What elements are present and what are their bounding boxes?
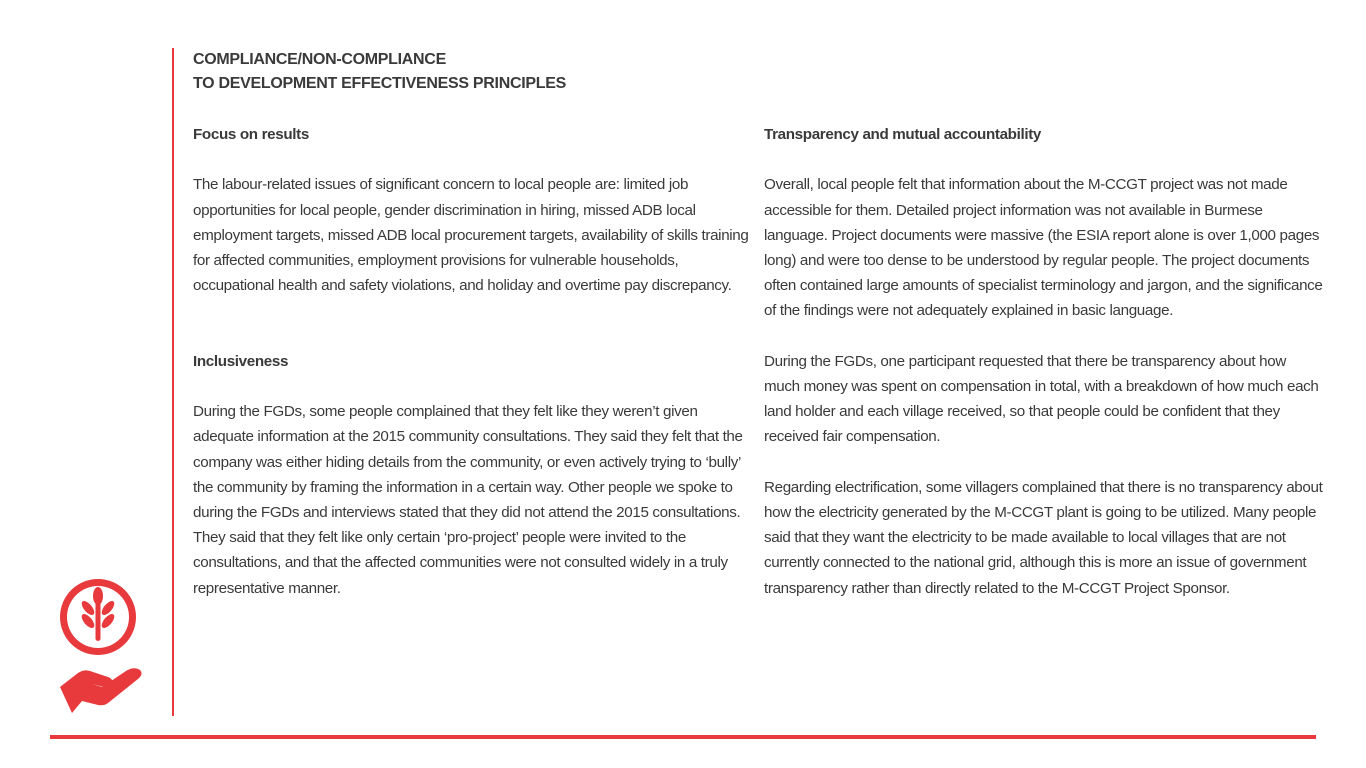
inclusiveness-heading: Inclusiveness <box>193 352 289 370</box>
transparency-paragraph-2: During the FGDs, one participant requested that there be transparency about how much money was spent on compensation in total, with a breakdown of how much each land holder and each village received, so that people could be confident that they received fair compensation. <box>764 352 1319 446</box>
right-column <box>764 122 1324 626</box>
page-title-line-2: TO DEVELOPMENT EFFECTIVENESS PRINCIPLES <box>193 75 566 92</box>
inclusiveness-text: During the FGDs, some people complained that they felt like they weren’t given adequate information at the 2015 community consultations. They said they felt that the company was either hiding details from the community, or even actively trying to ‘bully’ the community by framing the information in a certain way. Other people we spoke to during the FGDs and interviews stated that they did not attend the 2015 consultations. They said that they felt like only certain ‘pro-project’ people were invited to the consultations, and that the affected communities were not consulted widely in a truly representative manner. <box>193 403 743 597</box>
transparency-paragraph-1: Overall, local people felt that information about the M-CCGT project was not made accessible for them. Detailed project information was not available in Burmese language. Project documents were massive (the ESIA report alone is over 1,000 pages long) and were too dense to be understood by regular people. The project documents often contained large amounts of specialist terminology and jargon, and the significance of the findings were not adequately explained in basic language. <box>764 176 1323 320</box>
hand-plant-icon <box>48 575 148 720</box>
page-title <box>193 48 566 96</box>
left-column <box>193 122 749 626</box>
focus-on-results-text: The labour-related issues of significant concern to local people are: limited job opportunities for local people, gender discrimination in hiring, missed ADB local employment targets, missed ADB local procurement targets, availability of skills training for affected communities, employment provisions for vulnerable households, occupational health and safety violations, and holiday and overtime pay discrepancy. <box>193 176 749 295</box>
transparency-paragraph-3: Regarding electrification, some villagers complained that there is no transparency about how the electricity generated by the M-CCGT plant is going to be utilized. Many people said that they want the electricity to be made available to local villages that are not currently connected to the national grid, although this is more an issue of government transparency rather than directly related to the M-CCGT Project Sponsor. <box>764 478 1323 597</box>
bottom-rule <box>50 735 1316 739</box>
page-title-line-1: COMPLIANCE/NON-COMPLIANCE <box>193 51 446 68</box>
transparency-heading: Transparency and mutual accountability <box>764 126 1042 143</box>
focus-on-results-heading: Focus on results <box>193 126 309 143</box>
vertical-divider <box>172 48 174 716</box>
